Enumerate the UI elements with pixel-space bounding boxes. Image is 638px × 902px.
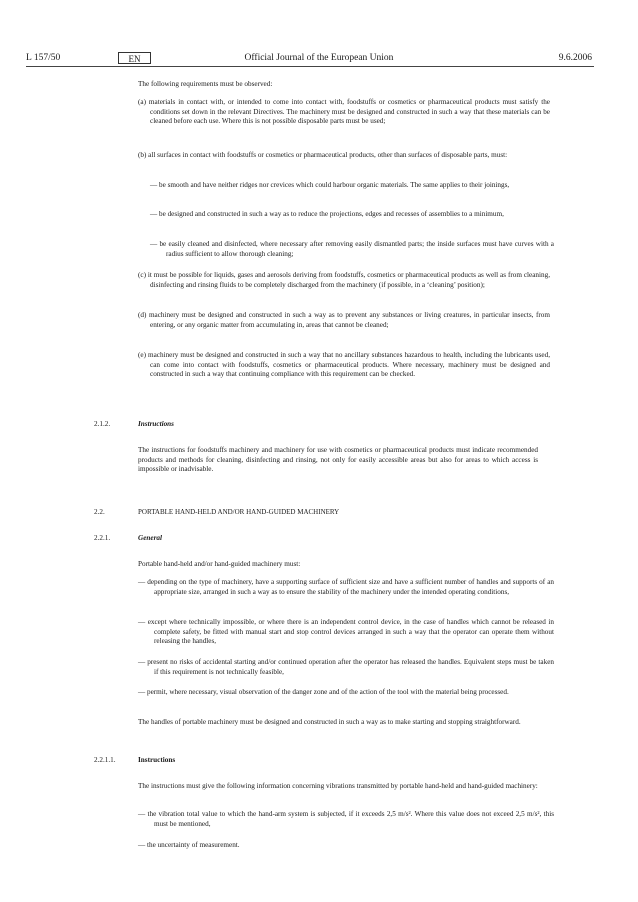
- list-item-e: (e) machinery must be designed and constructed in such a way that no ancillary substances hazardous to health, including the lubricants used, can come into contact with foodstuffs, cosmetics or pharmaceutical products. Where necessary, machinery must be designed and constructed in such a way that continuing compliance with this requirement can be checked.: [138, 351, 550, 379]
- list-item-b-dash-1: — be smooth and have neither ridges nor crevices which could harbour organic materials. The same applies to their joinings,: [150, 181, 510, 189]
- section-title-2-2: PORTABLE HAND-HELD AND/OR HAND-GUIDED MACHINERY: [138, 508, 340, 516]
- section-title-2-2-1: General: [138, 534, 162, 542]
- section-2-2-1-1-dash-1: — the vibration total value to which the hand-arm system is subjected, if it exceeds 2,5 m/s². Where this value does not exceed 2,5 m/s², this must be mentioned,: [138, 810, 554, 828]
- list-item-a: (a) materials in contact with, or intended to come into contact with, foodstuffs or cosmetics or pharmaceutical products must satisfy the conditions set down in the relevant Directives. The machinery must be designed and constructed in such a way that these materials can be cleaned before each use. Where this is not possible disposable parts must be used;: [138, 98, 550, 126]
- section-2-2-1-dash-3: — present no risks of accidental starting and/or continued operation after the operator has released the handles. Equivalent steps must be taken if this requirement is not technically feasible,: [138, 658, 554, 676]
- list-item-b-dash-2: — be designed and constructed in such a way as to reduce the projections, edges and recesses of assemblies to a minimum,: [150, 210, 504, 218]
- journal-title: Official Journal of the European Union: [244, 53, 394, 63]
- list-item-b-dash-3: — be easily cleaned and disinfected, where necessary after removing easily dismantled parts; the inside surfaces must have curves with a radius sufficient to allow thorough cleaning;: [150, 240, 554, 258]
- section-number-2-2: 2.2.: [94, 508, 105, 516]
- section-2-2-1-closing: The handles of portable machinery must be designed and constructed in such a way as to make starting and stopping straightforward.: [138, 718, 521, 726]
- section-2-2-1-dash-4: — permit, where necessary, visual observation of the danger zone and of the action of the tool with the material being processed.: [138, 688, 509, 696]
- publication-date: 9.6.2006: [558, 53, 592, 63]
- header-rule: [26, 66, 594, 67]
- section-title-2-1-2: Instructions: [138, 420, 174, 428]
- section-2-2-1-intro: Portable hand-held and/or hand-guided machinery must:: [138, 560, 301, 568]
- section-title-2-2-1-1: Instructions: [138, 756, 176, 764]
- section-2-1-2-text: The instructions for foodstuffs machinery and machinery for use with cosmetics or pharmaceutical products must indicate recommended products and methods for cleaning, disinfecting and rinsing, not only for easily accessible areas but also for areas to which access is impossible or inadvisable.: [138, 446, 538, 474]
- section-number-2-2-1: 2.2.1.: [94, 534, 111, 542]
- list-item-b: (b) all surfaces in contact with foodstuffs or cosmetics or pharmaceutical products, other than surfaces of disposable parts, must:: [138, 151, 508, 159]
- section-2-2-1-dash-1: — depending on the type of machinery, have a supporting surface of sufficient size and have a sufficient number of handles and supports of an appropriate size, arranged in such a way as to ensure the stability of the machinery under the intended operating conditions,: [138, 578, 554, 596]
- page-reference: L 157/50: [26, 53, 61, 63]
- intro-text: The following requirements must be observed:: [138, 80, 273, 88]
- section-number-2-1-2: 2.1.2.: [94, 420, 111, 428]
- language-code-box: EN: [118, 52, 151, 64]
- section-number-2-2-1-1: 2.2.1.1.: [94, 756, 116, 764]
- section-2-2-1-1-dash-2: — the uncertainty of measurement.: [138, 841, 240, 849]
- list-item-c: (c) it must be possible for liquids, gases and aerosols deriving from foodstuffs, cosmetics or pharmaceutical products as well as from cleaning, disinfecting and rinsing fluids to be completely discharged from the machinery (if possible, in a ‘cleaning’ position);: [138, 271, 550, 289]
- list-item-d: (d) machinery must be designed and constructed in such a way as to prevent any substances or living creatures, in particular insects, from entering, or any organic matter from accumulating in, areas that cannot be cleaned;: [138, 311, 550, 329]
- section-2-2-1-dash-2: — except where technically impossible, or where there is an independent control device, in the case of handles which cannot be released in complete safety, be fitted with manual start and stop control devices arranged in such a way that the operator can operate them without releasing the handles,: [138, 618, 554, 646]
- section-2-2-1-1-intro: The instructions must give the following information concerning vibrations transmitted by portable hand-held and hand-guided machinery:: [138, 782, 538, 790]
